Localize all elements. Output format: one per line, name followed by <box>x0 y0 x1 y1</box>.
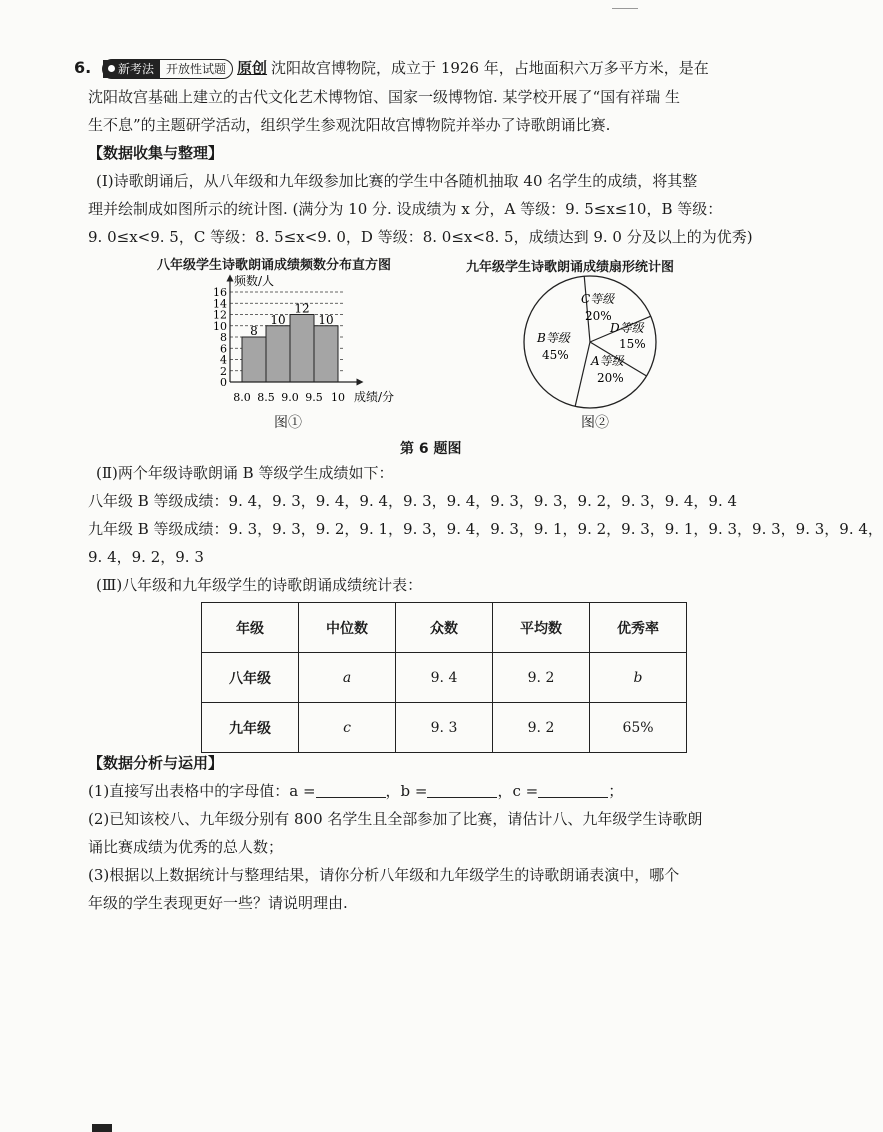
answer-blank-a[interactable] <box>316 783 386 798</box>
histogram-x-tick: 9.0 <box>281 391 299 404</box>
scan-mark <box>612 8 638 9</box>
question-2-line-1: (2)已知该校八、九年级分别有 800 名学生且全部参加了比赛，请估计八、九年级学生诗歌朗 <box>88 810 703 828</box>
histogram-chart <box>200 270 395 410</box>
table-header: 优秀率 <box>590 603 687 653</box>
pie-label-c: C等级 <box>581 292 615 306</box>
histogram-y-tick: 2 <box>220 364 227 378</box>
pie-pct-b: 45% <box>542 348 569 362</box>
histogram-bar <box>266 326 290 382</box>
page-number-mark <box>92 1124 112 1132</box>
part1-line-2: 理并绘制成如图所示的统计图. (满分为 10 分. 设成绩为 x 分，A 等级：9. 5≤x≤10，B 等级： <box>88 200 723 218</box>
histogram-x-tick: 8.5 <box>257 391 275 404</box>
part3-title: (Ⅲ)八年级和九年级学生的诗歌朗诵成绩统计表： <box>96 576 423 594</box>
pie-label-b: B等级 <box>537 331 570 345</box>
answer-blank-c[interactable] <box>538 783 608 798</box>
histogram-y-tick: 6 <box>220 342 227 356</box>
table-cell: 65% <box>590 703 687 753</box>
histogram-x-tick: 8.0 <box>233 391 251 404</box>
histogram-data-label: 10 <box>318 312 334 327</box>
histogram-title: 八年级学生诗歌朗诵成绩频数分布直方图 <box>157 258 392 273</box>
histogram-y-tick: 0 <box>220 376 227 389</box>
histogram-data-label: 12 <box>294 301 310 316</box>
histogram-bar <box>290 315 314 383</box>
bullet-icon <box>108 65 115 72</box>
table-header: 平均数 <box>493 603 590 653</box>
histogram-y-tick: 8 <box>220 331 227 344</box>
pie-pct-d: 15% <box>619 337 646 351</box>
histogram-y-tick: 12 <box>213 308 227 322</box>
part1-line-1: (Ⅰ)诗歌朗诵后，从八年级和九年级参加比赛的学生中各随机抽取 40 名学生的成绩，将其整 <box>96 172 698 190</box>
pie-pct-a: 20% <box>597 371 624 385</box>
table-cell: 9. 3 <box>396 703 493 753</box>
part1-line-3: 9. 0≤x<9. 5，C 等级：8. 5≤x<9. 0，D 等级：8. 0≤x<8. 5，成绩达到 9. 0 分及以上的为优秀) <box>88 228 753 246</box>
table-header: 年级 <box>202 603 299 653</box>
pie-label-a: A等级 <box>591 354 624 368</box>
figure-1-caption: 图① <box>274 415 302 431</box>
histogram-x-tick: 10 <box>331 391 345 404</box>
question-2-line-2: 诵比赛成绩为优秀的总人数； <box>88 838 284 856</box>
section-analysis: 【数据分析与运用】 <box>88 754 224 772</box>
table-cell: a <box>299 653 396 703</box>
problem-tag: 新考法 开放性试题 <box>102 59 233 79</box>
grade9-b-scores-1: 九年级 B 等级成绩：9. 3，9. 3，9. 2，9. 1，9. 3，9. 4，9. 3，9. 1，9. 2，9. 3，9. 1，9. 3，9. 3，9. 3，9. 4， <box>88 520 883 538</box>
question-1: (1)直接写出表格中的字母值：a = ，b = ，c = ； <box>88 782 624 800</box>
pie-label-d: D等级 <box>610 321 644 335</box>
table-cell: b <box>590 653 687 703</box>
pie-title: 九年级学生诗歌朗诵成绩扇形统计图 <box>466 260 675 275</box>
histogram-bar <box>314 326 338 382</box>
grade8-b-scores: 八年级 B 等级成绩：9. 4，9. 3，9. 4，9. 4，9. 3，9. 4，9. 3，9. 3，9. 2，9. 3，9. 4，9. 4 <box>88 492 738 510</box>
histogram-x-label: 成绩/分 <box>354 390 395 404</box>
table-cell: 9. 2 <box>493 653 590 703</box>
problem-number: 6. <box>74 58 92 77</box>
original-label: 原创 <box>237 59 268 77</box>
pie-pct-c: 20% <box>585 309 612 323</box>
section-data-collection: 【数据收集与整理】 <box>88 144 224 162</box>
histogram-bar <box>242 337 266 382</box>
histogram-y-tick: 4 <box>220 353 227 367</box>
figure-2-caption: 图② <box>581 415 609 431</box>
question-3-line-1: (3)根据以上数据统计与整理结果，请你分析八年级和九年级学生的诗歌朗诵表演中，哪个 <box>88 866 680 884</box>
question-3-line-2: 年级的学生表现更好一些？请说明理由. <box>88 894 348 912</box>
histogram-y-tick: 14 <box>213 297 227 311</box>
part2-title: (Ⅱ)两个年级诗歌朗诵 B 等级学生成绩如下： <box>96 464 394 482</box>
histogram-data-label: 10 <box>270 312 286 327</box>
pie-chart <box>515 272 675 412</box>
intro-line-3: 生不息”的主题研学活动，组织学生参观沈阳故宫博物院并举办了诗歌朗诵比赛. <box>88 116 611 134</box>
intro-line-2: 沈阳故宫基础上建立的古代文化艺术博物馆、国家一级博物馆. 某学校开展了“国有祥瑞 生 <box>88 88 680 106</box>
intro-line-1: 新考法 开放性试题 原创 沈阳故宫博物院，成立于 1926 年，占地面积六万多平方米，是在 <box>102 57 709 79</box>
histogram-y-label: 频数/人 <box>234 274 275 288</box>
table-row <box>202 703 687 753</box>
table-cell: c <box>299 703 396 753</box>
table-cell: 9. 4 <box>396 653 493 703</box>
answer-blank-b[interactable] <box>427 783 497 798</box>
grade9-b-scores-2: 9. 4，9. 2，9. 3 <box>88 548 204 566</box>
histogram-x-tick: 9.5 <box>305 391 323 404</box>
table-row <box>202 653 687 703</box>
histogram-y-tick: 16 <box>213 286 227 299</box>
table-header-row <box>202 603 687 653</box>
histogram-y-tick: 10 <box>213 319 227 333</box>
table-cell: 八年级 <box>202 653 299 703</box>
histogram-data-label: 8 <box>250 324 258 338</box>
table-cell: 九年级 <box>202 703 299 753</box>
table-header: 众数 <box>396 603 493 653</box>
table-header: 中位数 <box>299 603 396 653</box>
table-cell: 9. 2 <box>493 703 590 753</box>
stats-table <box>201 602 687 753</box>
figure-caption: 第 6 题图 <box>400 441 462 457</box>
